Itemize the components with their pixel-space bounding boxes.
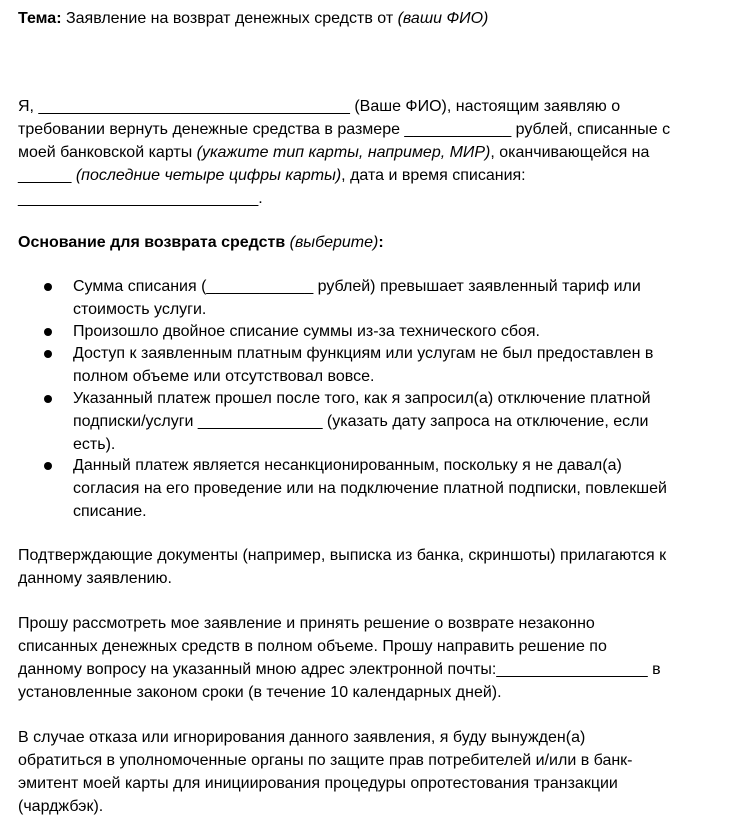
bullet-icon <box>44 350 52 358</box>
card-digits-hint: (последние четыре цифры карты) <box>75 167 342 184</box>
intro-line-1: Я, ___________________________________ (Ваше ФИО), настоящим заявляю о <box>18 98 621 115</box>
refusal-line: (чарджбэк). <box>18 798 104 815</box>
bullet-icon <box>44 328 52 336</box>
subject-label: Тема: <box>18 10 62 27</box>
documents-line: Подтверждающие документы (например, выписка из банка, скриншоты) прилагаются к <box>18 547 667 564</box>
reasons-heading-colon: : <box>378 234 384 251</box>
subject-hint: (ваши ФИО) <box>397 10 489 27</box>
list-item-line: Доступ к заявленным платным функциям или услугам не был предоставлен в <box>73 345 654 362</box>
documents-line: данному заявлению. <box>18 570 172 587</box>
bullet-icon <box>44 395 52 403</box>
intro-line-4-end: , дата и время списания: <box>341 167 526 184</box>
bullet-icon <box>44 462 52 470</box>
intro-line-4 <box>18 166 526 186</box>
list-item-line: Произошло двойное списание суммы из-за технического сбоя. <box>73 323 540 340</box>
refusal-line: эмитент моей карты для инициирования процедуры опротестования транзакции <box>18 775 618 792</box>
intro-line-3-start: моей банковской карты <box>18 144 197 161</box>
request-line: установленные законом сроки (в течение 10 календарных дней). <box>18 684 502 701</box>
request-line: списанных денежных средств в полном объеме. Прошу направить решение по <box>18 638 607 655</box>
reasons-heading-hint: (выберите) <box>289 234 379 251</box>
list-item-line: списание. <box>73 503 147 520</box>
list-item-line: Указанный платеж прошел после того, как я запросил(а) отключение платной <box>73 390 651 407</box>
list-item-line: Сумма списания (____________ рублей) превышает заявленный тариф или <box>73 278 641 295</box>
reasons-heading <box>18 233 384 253</box>
subject-line <box>18 9 488 29</box>
refusal-line: обратиться в уполномоченные органы по защите прав потребителей и/или в банк- <box>18 752 633 769</box>
intro-line-5: ___________________________. <box>18 190 263 207</box>
intro-line-2: требовании вернуть денежные средства в размере ____________ рублей, списанные с <box>18 121 671 138</box>
intro-line-3 <box>18 143 649 163</box>
list-item-line: подписки/услуги ______________ (указать дату запроса на отключение, если <box>73 413 649 430</box>
list-item-line: согласия на его проведение или на подключение платной подписки, повлекшей <box>73 480 667 497</box>
request-line: данному вопросу на указанный мною адрес электронной почты:_________________ в <box>18 661 661 678</box>
refusal-line: В случае отказа или игнорирования данного заявления, я буду вынужден(а) <box>18 729 586 746</box>
bullet-icon <box>44 283 52 291</box>
intro-line-3-end: , оканчивающейся на <box>490 144 650 161</box>
card-type-hint: (укажите тип карты, например, МИР) <box>196 144 491 161</box>
request-line: Прошу рассмотреть мое заявление и принять решение о возврате незаконно <box>18 615 595 632</box>
card-digits-blank: ______ <box>18 167 76 184</box>
reasons-heading-text: Основание для возврата средств <box>18 234 290 251</box>
list-item-line: стоимость услуги. <box>73 301 207 318</box>
list-item-line: полном объеме или отсутствовал вовсе. <box>73 368 375 385</box>
list-item-line: Данный платеж является несанкционированным, поскольку я не давал(а) <box>73 457 622 474</box>
list-item-line: есть). <box>73 436 116 453</box>
subject-text: Заявление на возврат денежных средств от <box>61 10 398 27</box>
